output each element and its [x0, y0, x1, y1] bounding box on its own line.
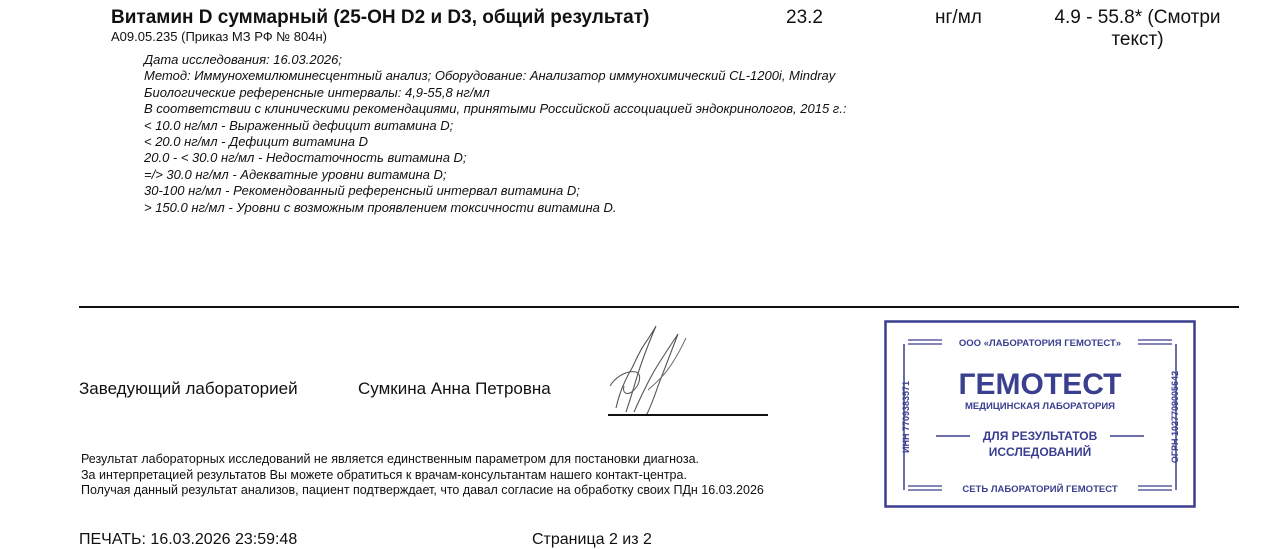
page-number: Страница 2 из 2 — [532, 531, 652, 548]
stamp-line-1: ДЛЯ РЕЗУЛЬТАТОВ — [982, 429, 1098, 443]
test-unit: нг/мл — [935, 7, 982, 28]
test-name: Витамин D суммарный (25-OH D2 и D3, общий результат) — [111, 7, 650, 28]
note-line: 20.0 - < 30.0 нг/мл - Недостаточность витамина D; — [144, 150, 467, 166]
note-line: < 20.0 нг/мл - Дефицит витамина D — [144, 134, 368, 150]
signatory-name: Сумкина Анна Петровна — [358, 379, 551, 398]
stamp-bottom-text: СЕТЬ ЛАБОРАТОРИЙ ГЕМОТЕСТ — [962, 484, 1118, 495]
test-notes — [144, 52, 846, 216]
disclaimer-line: Результат лабораторных исследований не является единственным параметром для постановки диагноза. — [81, 452, 700, 466]
print-timestamp: ПЕЧАТЬ: 16.03.2026 23:59:48 — [79, 531, 298, 548]
stamp-inn: ИНН 7709383571 — [901, 380, 911, 454]
note-line: В соответствии с клиническими рекомендациями, принятыми Российской ассоциацией эндокринологов, 2015 г.: — [144, 101, 847, 117]
note-line: 30-100 нг/мл - Рекомендованный референсный интервал витамина D; — [144, 183, 580, 199]
disclaimer — [81, 452, 764, 499]
lab-stamp — [884, 320, 1196, 508]
stamp-brand: ГЕМОТЕСТ — [958, 368, 1122, 401]
stamp-ogrn: ОГРН 1027709005642 — [1170, 370, 1180, 464]
stamp-subtitle: МЕДИЦИНСКАЯ ЛАБОРАТОРИЯ — [964, 401, 1116, 412]
test-code: A09.05.235 (Приказ МЗ РФ № 804н) — [111, 29, 327, 44]
note-line: Биологические референсные интервалы: 4,9-55,8 нг/мл — [144, 84, 490, 100]
signatory-role: Заведующий лабораторией — [79, 379, 298, 398]
note-line: Метод: Иммунохемилюминесцентный анализ; Оборудование: Анализатор иммунохимический CL-1200i, Mindray — [144, 68, 836, 84]
section-divider — [79, 306, 1239, 308]
disclaimer-line: За интерпретацией результатов Вы можете обратиться к врачам-консультантам нашего контакт-центра. — [81, 467, 687, 482]
note-line: < 10.0 нг/мл - Выраженный дефицит витамина D; — [144, 117, 454, 133]
test-reference: 4.9 - 55.8* (Смотри текст) — [1054, 7, 1221, 50]
handwritten-signature — [606, 320, 696, 418]
stamp-top-text: ООО «ЛАБОРАТОРИЯ ГЕМОТЕСТ» — [958, 338, 1122, 349]
note-line: Дата исследования: 16.03.2026; — [144, 52, 342, 67]
test-value: 23.2 — [786, 7, 823, 28]
signature-line — [608, 414, 768, 416]
note-line: > 150.0 нг/мл - Уровни с возможным проявлением токсичности витамина D. — [144, 199, 617, 215]
disclaimer-line: Получая данный результат анализов, пациент подтверждает, что давал согласие на обработку своих ПДн 16.03.2026 — [81, 483, 764, 497]
note-line: =/> 30.0 нг/мл - Адекватные уровни витамина D; — [144, 166, 447, 182]
stamp-line-2: ИССЛЕДОВАНИЙ — [988, 445, 1092, 459]
